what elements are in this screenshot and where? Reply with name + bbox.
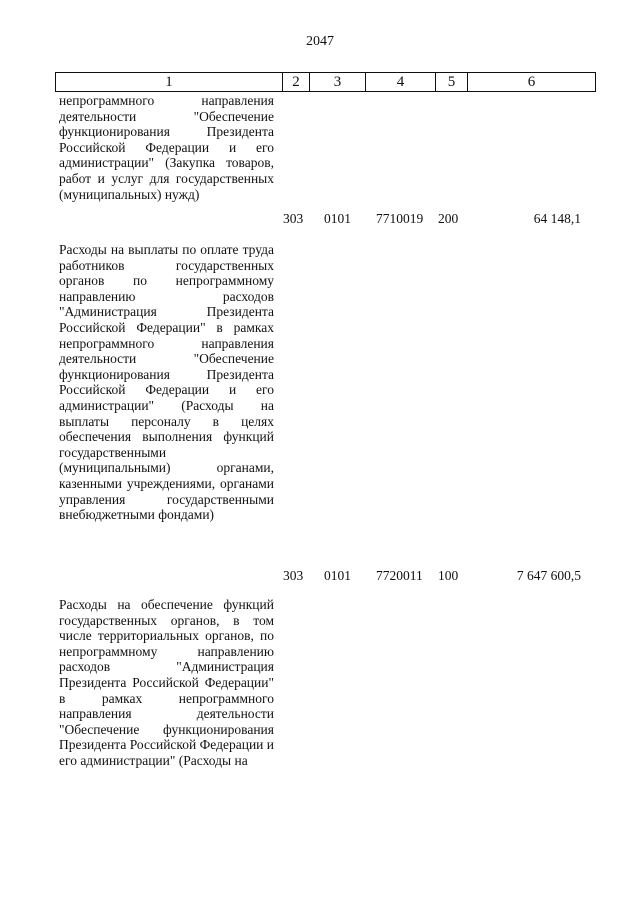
row-code: 303 xyxy=(283,568,304,583)
row-amount: 7 647 600,5 xyxy=(516,568,581,583)
row-section: 0101 xyxy=(324,568,351,583)
row-article: 7710019 xyxy=(376,211,424,226)
row-expense-type: 100 xyxy=(438,568,459,583)
row-description: Расходы на выплаты по оплате труда работников государственных органов по непрограммному направлению расходов "Администрация Президента Российской Федерации" в рамках непрограммного направления деятельности "Обеспечение функционирования Президента Российской Федерации и его администрации" (Расходы на выплаты персоналу в целях обеспечения выполнения функций государственными (муниципальными) органами, казенными учреждениями, органами управления государственными внебюджетными фондами) xyxy=(59,242,274,523)
row-amount: 64 148,1 xyxy=(533,211,581,226)
column-header-3: 3 xyxy=(309,73,365,91)
column-header-6: 6 xyxy=(467,73,595,91)
row-description: непрограммного направления деятельности "Обеспечение функционирования Президента Российской Федерации и его администрации" (Закупка товаров, работ и услуг для государственных (муниципальных) нужд) xyxy=(59,93,274,202)
row-article: 7720011 xyxy=(376,568,423,583)
row-code: 303 xyxy=(283,211,304,226)
column-header-1: 1 xyxy=(55,73,282,91)
table-header xyxy=(55,72,596,92)
column-header-4: 4 xyxy=(365,73,435,91)
row-description: Расходы на обеспечение функций государственных органов, в том числе территориальных органов, по непрограммному направлению расходов "Администрация Президента Российской Федерации" в рамках непрограммного направления деятельности "Обеспечение функционирования Президента Российской Федерации и его администрации" (Расходы на xyxy=(59,597,274,768)
page-number: 2047 xyxy=(306,34,334,49)
row-expense-type: 200 xyxy=(438,211,459,226)
row-section: 0101 xyxy=(324,211,351,226)
column-header-2: 2 xyxy=(282,73,309,91)
column-header-5: 5 xyxy=(435,73,467,91)
